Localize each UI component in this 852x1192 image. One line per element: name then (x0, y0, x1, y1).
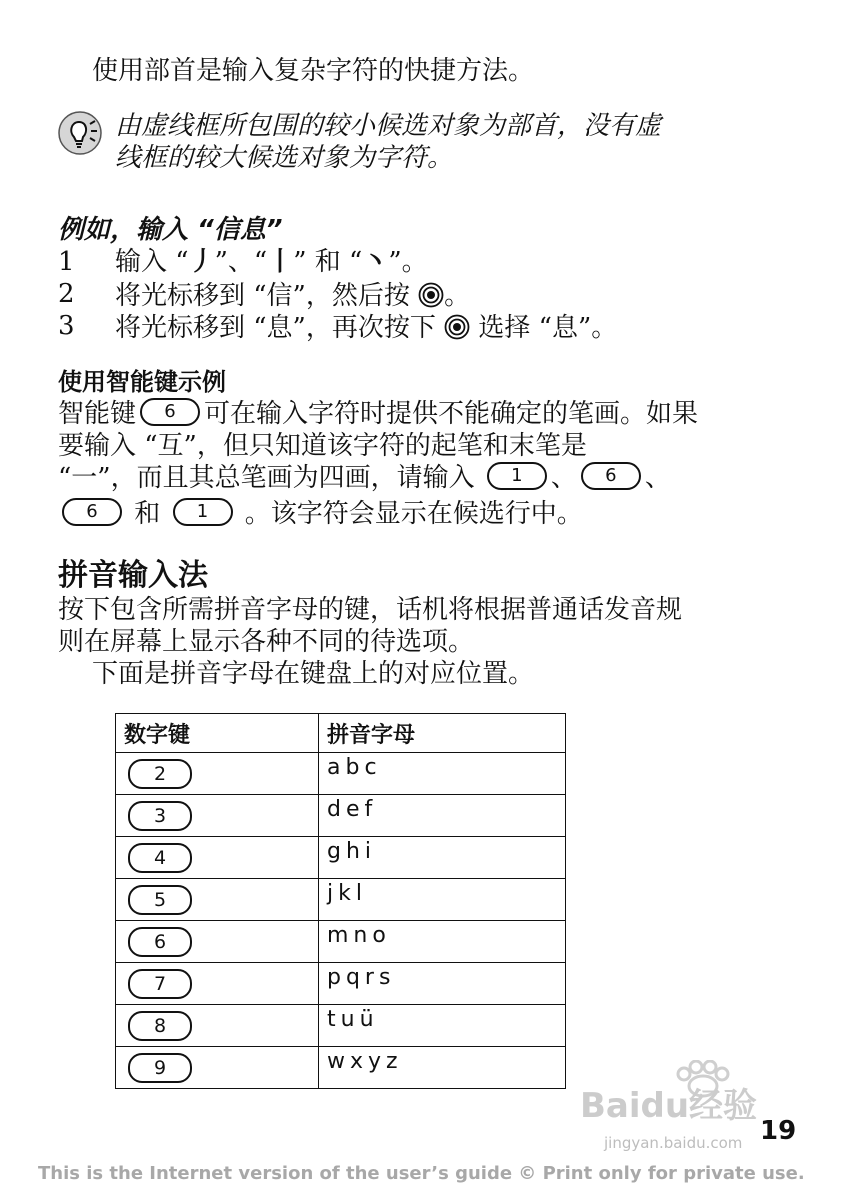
tip-line-2: 线框的较大候选对象为字符。 (115, 143, 454, 173)
key-5-icon: 5 (128, 885, 192, 915)
letters-cell: def (319, 795, 566, 837)
pinyin-heading: 拼音输入法 (58, 558, 208, 593)
step-1-text: 输入 “丿”、“丨” 和 “丶”。 (115, 247, 428, 277)
table-row (116, 795, 566, 837)
step-2-number: 2 (58, 279, 75, 309)
key-6-icon: 6 (62, 498, 122, 526)
letters-cell: mno (319, 921, 566, 963)
table-row (116, 921, 566, 963)
step-3-text: 将光标移到 “息”，再次按下 选择 “息”。 (115, 313, 618, 343)
select-key-icon (418, 282, 444, 308)
table-row (116, 753, 566, 795)
table-row (116, 963, 566, 1005)
lightbulb-icon (57, 110, 103, 156)
pinyin-para-1-line-1: 按下包含所需拼音字母的键，话机将根据普通话发音规 (58, 595, 683, 625)
table-row (116, 1047, 566, 1089)
stroke-pie: 丿 (188, 247, 215, 277)
step-1-number: 1 (58, 247, 75, 277)
page-number: 19 (760, 1116, 797, 1146)
table-row (116, 837, 566, 879)
table-row (116, 1005, 566, 1047)
key-7-icon: 7 (128, 969, 192, 999)
letters-cell: ghi (319, 837, 566, 879)
smart-line-3: “一”，而且其总笔画为四画，请输入 1 、 6 、 (58, 463, 671, 493)
smart-line-4: 6 和 1 。该字符会显示在候选行中。 (58, 498, 583, 530)
select-key-icon (444, 314, 470, 340)
step-2-text: 将光标移到 “信”，然后按 。 (115, 281, 471, 311)
table-header-row (116, 714, 566, 753)
step-3-number: 3 (58, 311, 75, 341)
key-6-icon: 6 (128, 927, 192, 957)
stroke-shu: 丨 (267, 247, 294, 277)
pinyin-para-1-line-2: 则在屏幕上显示各种不同的待选项。 (58, 627, 475, 657)
key-8-icon: 8 (128, 1011, 192, 1041)
tip-line-1: 由虚线框所包围的较小候选对象为部首，没有虚 (115, 111, 662, 141)
smart-key-heading: 使用智能键示例 (58, 368, 226, 396)
footer-notice: This is the Internet version of the user’s guide © Print only for private use. (38, 1163, 805, 1184)
key-4-icon: 4 (128, 843, 192, 873)
letters-cell: abc (319, 753, 566, 795)
smart-line-2: 要输入 “互”，但只知道该字符的起笔和末笔是 (58, 431, 587, 461)
key-1-icon: 1 (173, 498, 233, 526)
pinyin-para-2: 下面是拼音字母在键盘上的对应位置。 (92, 659, 535, 689)
letters-cell: pqrs (319, 963, 566, 1005)
watermark-url: jingyan.baidu.com (604, 1134, 743, 1152)
key-9-icon: 9 (128, 1053, 192, 1083)
letters-cell: jkl (319, 879, 566, 921)
stroke-dian: 丶 (362, 247, 389, 277)
key-6-icon: 6 (140, 398, 200, 426)
watermark-logo: Baidu经验 (580, 1086, 758, 1126)
letters-cell: wxyz (319, 1047, 566, 1089)
example-heading: 例如，输入 “信息” (58, 215, 283, 245)
pinyin-key-table (115, 713, 566, 1089)
key-3-icon: 3 (128, 801, 192, 831)
letters-cell: tuü (319, 1005, 566, 1047)
intro-text: 使用部首是输入复杂字符的快捷方法。 (92, 56, 535, 86)
header-digit-key: 数字键 (116, 714, 319, 753)
smart-line-1: 智能键 6 可在输入字符时提供不能确定的笔画。如果 (58, 399, 699, 429)
header-pinyin-letters: 拼音字母 (319, 714, 566, 753)
table-row (116, 879, 566, 921)
key-1-icon: 1 (487, 462, 547, 490)
key-2-icon: 2 (128, 759, 192, 789)
key-6-icon: 6 (581, 462, 641, 490)
